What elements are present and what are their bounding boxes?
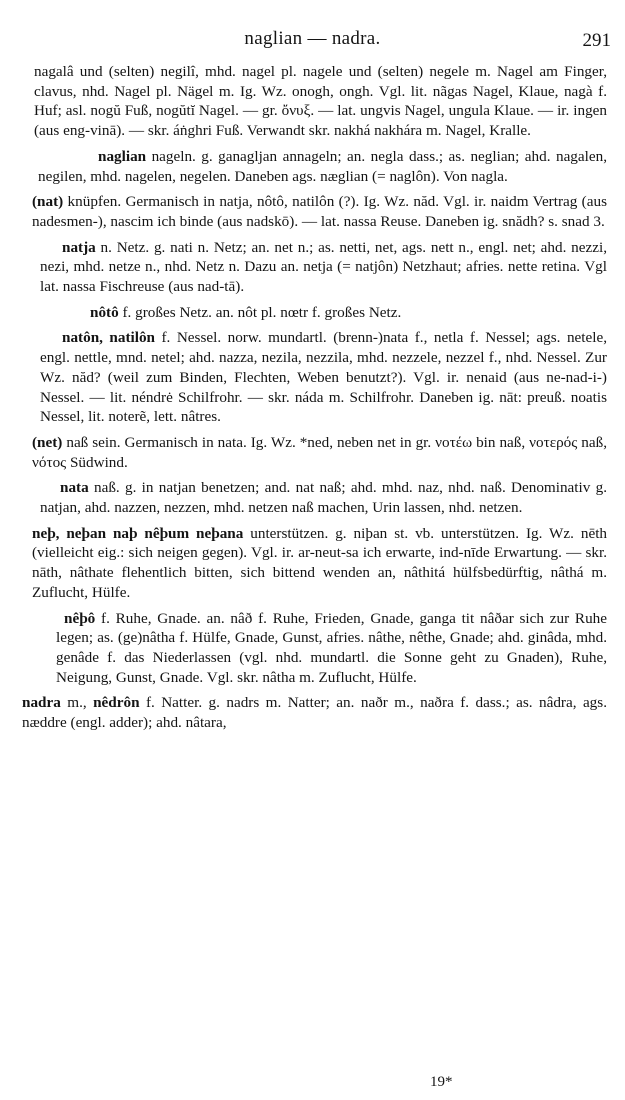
headword: neþ, neþan naþ nêþum neþana <box>32 524 244 542</box>
headword: (net) <box>32 433 63 451</box>
running-head <box>0 26 625 50</box>
headword: natôn, natilôn <box>62 329 155 347</box>
headword: (nat) <box>32 193 64 211</box>
entry-nata <box>0 478 625 517</box>
entry-text: n. Netz. g. nati n. Netz; an. net n.; as. netti, net, ags. nett n., engl. net; ahd. nezzi, nezi, mhd. netze n., nhd. Netz n. Dazu an. netja (= natjôn) Netzhaut; afries. nette retina. Vgl lat. nassa Fischreuse (aus nad-tā). <box>40 238 607 296</box>
entry-text-secondary: f. Natter. g. nadrs m. Natter; an. naðr m., naðra f. dass.; as. nâdra, ags. næddre (engl. adder); ahd. nâtara, <box>22 694 607 732</box>
entry-neth-root <box>0 524 625 603</box>
entry-text: f. großes Netz. an. nôt pl. nœtr f. großes Netz. <box>118 303 402 321</box>
entry-text: naß sein. Germanisch in nata. Ig. Wz. *ned, neben net in gr. νοτέω bin naß, νοτερός naß, νότος Südwind. <box>32 433 607 471</box>
entry-text: nagalâ und (selten) negilî, mhd. nagel pl. nagele und (selten) negele m. Nagel am Finger, clavus, nhd. Nagel pl. Nägel m. Ig. Wz. onogh, ongh. Vgl. lit. nãgas Nagel, Klaue, nagà f. Huf; asl. nogŭ Fuß, nogŭtĭ Nagel. — gr. ὄνυξ. — lat. ungvis Nagel, ungula Klaue. — ir. ingen (aus eng-vinā). — skr. áṅghri Fuß. Verwandt skr. nakhá nakhára m. Nagel, Kralle. <box>34 63 607 140</box>
entry-natja <box>0 238 625 297</box>
entry-noto <box>0 303 625 323</box>
entry-netho <box>0 609 625 688</box>
entry-text: f. Nessel. norw. mundartl. (brenn-)nata f., netla f. Nessel; ags. netele, engl. nettle, mnd. netel; ahd. nazza, nezila, nezzila, mhd. nezzele, nezzel f., nhd. Nessel. Zur Wz. năd? (weil zum Binden, Flechten, Weben benutzt?). Vgl. ir. nenaid (aus ne-nad-i-) Nessel. — lit. néndrė Schilfrohr. — skr. náda m. Schilfrohr. Daneben ig. nāt: preuß. noatis Nessel, lit. noterẽ, lett. nâtres. <box>40 329 607 426</box>
entry-nadra <box>0 693 625 732</box>
entry-text: unterstützen. g. niþan st. vb. unterstützen. Ig. Wz. nēth (vielleicht eig.: sich neigen gegen). Vgl. ir. ar-neut-sa ich erwarte, ind-nīde Erwartung. — skr. nāth, nâthate flehentlich bitten, sich bittend wenden an, nâthitá hülfsbedürftig, nâthá m. Zuflucht, Hülfe. <box>32 524 608 601</box>
entry-nagala <box>0 62 625 141</box>
headword-secondary: nêdrôn <box>93 694 140 712</box>
headword: natja <box>62 238 96 256</box>
entry-text: m., <box>60 694 94 712</box>
headword: naglian <box>98 147 147 165</box>
headword: nadra <box>22 694 61 712</box>
entry-nat-root <box>0 192 625 231</box>
headword: nata <box>60 479 89 497</box>
signature-mark: 19* <box>430 1074 453 1090</box>
entry-naglian <box>0 147 625 186</box>
entry-text: f. Ruhe, Gnade. an. nâð f. Ruhe, Frieden, Gnade, ganga tit nâðar sich zur Ruhe legen; as. (ge)nâtha f. Hülfe, Gnade, Gunst, afries. nâthe, nêthe, Gnade; ahd. ginâda, mhd. genâde f. das Niederlassen (vgl. nhd. mundartl. die Sonne geht zu Gnaden), Ruhe, Neigung, Gunst, Gnade. Vgl. skr. nâtha m. Zuflucht, Hülfe. <box>56 609 607 686</box>
running-head-title: naglian — nadra. <box>244 28 381 49</box>
headword: nôtô <box>90 303 119 321</box>
dictionary-body <box>0 62 625 739</box>
entry-text: naß. g. in natjan benetzen; and. nat naß; ahd. mhd. naz, nhd. naß. Denominativ g. natjan, ahd. nazzen, nezzen, mhd. netzen naß machen, Urin lassen, nhd. netzen. <box>40 479 607 517</box>
entry-text: nageln. g. ganagljan annageln; an. negla dass.; as. neglian; ahd. nagalen, negilen, mhd. nagelen, negelen. Daneben ags. næglian (= naglôn). Von nagla. <box>38 147 607 185</box>
page-number: 291 <box>582 30 611 51</box>
headword: nêþô <box>64 609 96 627</box>
entry-net-root <box>0 433 625 472</box>
entry-text: knüpfen. Germanisch in natja, nôtô, natilôn (?). Ig. Wz. năd. Vgl. ir. naidm Vertrag (aus nadesmen-), nascim ich binde (aus nadskō). — lat. nassa Reuse. Daneben ig. snădh? s. snad 3. <box>32 193 607 230</box>
entry-naton <box>0 328 625 427</box>
